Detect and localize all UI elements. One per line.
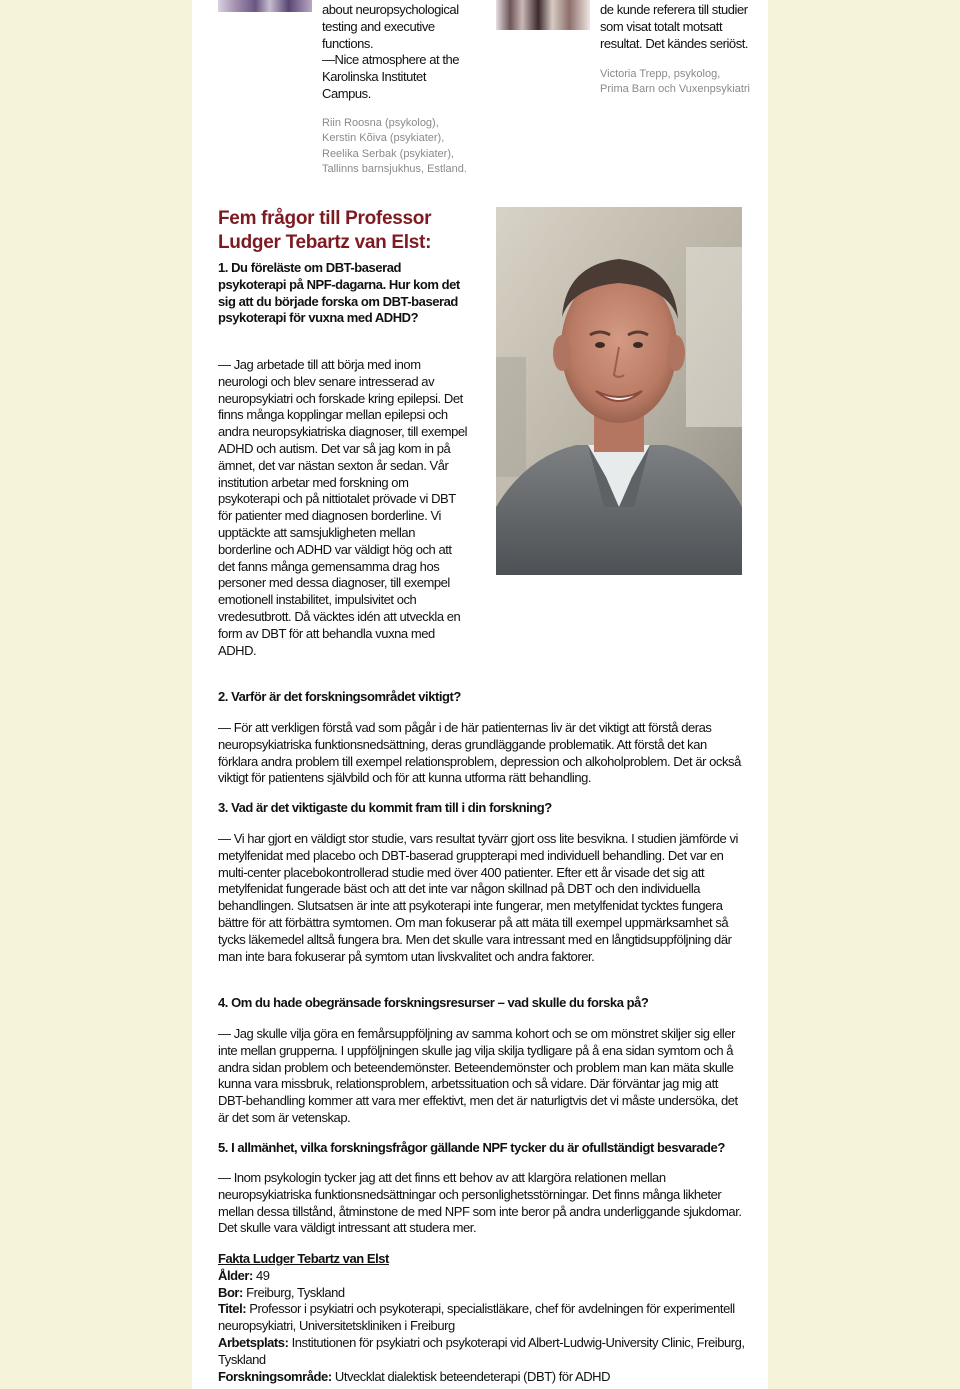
facts-box	[218, 1251, 748, 1385]
facts-field	[218, 1369, 748, 1386]
question-2: 2. Varför är det forskningsområdet viktigt?	[218, 689, 461, 704]
top-left-quote-2: —Nice atmosphere at the Karolinska Institutet Campus.	[322, 52, 460, 101]
top-left-quote: about neuropsychological testing and executive functions.	[322, 2, 459, 51]
top-right-caption: Victoria Trepp, psykolog, Prima Barn och Vuxenpsykiatri	[600, 68, 750, 96]
title-label: Titel:	[218, 1301, 247, 1317]
facts-workplace	[218, 1335, 748, 1369]
question-1: 1. Du föreläste om DBT-baserad psykoterapi på NPF-dagarna. Hur kom det sig att du började forska om DBT-baserad psykoterapi för vuxna med ADHD?	[218, 260, 460, 326]
answer-3: — Vi har gjort en väldigt stor studie, vars resultat tyvärr gjort oss lite besvikna. I studien jämförde vi metylfenidat med placebo och DBT-baserad gruppterapi med individuell behandling. Det var en multi-center placebokontrollerad studie med över 400 patienter. Efter ett år visade det sig att metylfenidat fungerade bäst och att det inte var någon skillnad på DBT och den individuella behandlingen. Slutsatsen är inte att psykoterapi inte fungerar, men metylfenidat tycktes fungera bättre för att förbättra symtomen. Om man fokuserar på att mäta till exempel uppmärksamhet så tycks läkemedel alltså fungera bra. Men det skulle vara intressant med en långtidsuppföljning där man inte bara fokuserar på symtom utan livskvalitet och andra faktorer.	[218, 831, 738, 964]
professor-portrait-photo	[496, 207, 742, 575]
workplace-value: Institutionen för psykiatri och psykoterapi vid Albert-Ludwig-University Clinic, Freiburg, Tyskland	[218, 1334, 745, 1367]
question-4: 4. Om du hade obegränsade forskningsresurser – vad skulle du forska på?	[218, 995, 649, 1010]
home-label: Bor:	[218, 1284, 243, 1300]
answer-5: — Inom psykologin tycker jag att det finns ett behov av att klargöra relationen mellan neuropsykiatriska funktionsnedsättningar och personlighetsstörningar. Det finns många likheter mellan dessa tillstånd, åtminstone de med NPF som inte beror på andra underliggande sjukdomar. Det skulle vara väldigt intressant att studera mer.	[218, 1170, 742, 1236]
field-value: Utvecklat dialektisk beteendeterapi (DBT) för ADHD	[331, 1368, 611, 1384]
home-value: Freiburg, Tyskland	[242, 1284, 345, 1300]
facts-age	[218, 1268, 748, 1285]
portrait-thumbnail	[496, 0, 590, 30]
workplace-label: Arbetsplats:	[218, 1334, 289, 1350]
answer-2: — För att verkligen förstå vad som pågår i de här patienternas liv är det viktigt att förstå deras neuropsykiatriska funktionsnedsättning, deras grundläggande problematik. Att förstå det kan förklara andra problem till exempel relationsproblem, depression och alkoholproblem. Det är också viktigt för patientens självbild och för att kunna utforma rätt behandling.	[218, 720, 741, 786]
answer-4: — Jag skulle vilja göra en femårsuppföljning av samma kohort och se om mönstret skiljer sig eller inte mellan grupperna. I uppföljningen skulle jag vilja skilja tydligare på å ena sidan symtom och å andra sidan problem och beteendemönster. Beteendemönster och problem man kan mäta skulle kunna vara missbruk, relationsproblem, arbetssituation och så vidare. Där förväntar jag mig att DBT-behandling kommer att vara mer effektivt, men det är naturligtvis det vi måste undersöka, det är det som är vetenskap.	[218, 1026, 738, 1125]
question-5: 5. I allmänhet, vilka forskningsfrågor gällande NPF tycker du är ofullständigt besvarade?	[218, 1140, 725, 1155]
facts-heading: Fakta Ludger Tebartz van Elst	[218, 1251, 389, 1266]
interview-heading: Fem frågor till Professor Ludger Tebartz van Elst:	[218, 208, 432, 253]
age-label: Ålder:	[218, 1267, 253, 1283]
field-label: Forskningsområde:	[218, 1368, 332, 1384]
group-photo-thumbnail	[218, 0, 312, 12]
top-right-quote: de kunde referera till studier som visat totalt motsatt resultat. Det kändes seriöst.	[600, 2, 749, 51]
question-3: 3. Vad är det viktigaste du kommit fram till i din forskning?	[218, 800, 552, 815]
title-value: Professor i psykiatri och psykoterapi, specialistläkare, chef för avdelningen för experimentell neuropsykiatri, Universitetskliniken i Freiburg	[218, 1301, 735, 1334]
facts-home	[218, 1285, 748, 1302]
age-value: 49	[252, 1267, 270, 1283]
top-left-caption: Riin Roosna (psykolog), Kerstin Kõiva (psykiater), Reelika Serbak (psykiater), Tallinns barnsjukhus, Estland.	[322, 117, 467, 176]
facts-title	[218, 1301, 748, 1335]
answer-1: — Jag arbetade till att börja med inom neurologi och blev senare intresserad av neuropsykiatri och forskade kring epilepsi. Det finns många kopplingar mellan epilepsi och andra neuropsykiatriska diagnoser, till exempel ADHD och autism. Det var så jag kom in på ämnet, det var nästan sexton år sedan. Vår institution arbetar med forskning om psykoterapi och på nittiotalet prövade vi DBT för patienter med diagnosen borderline. Vi upptäckte att samsjukligheten mellan borderline och ADHD var väldigt hög och att det fanns många gemensamma drag hos personer med dessa diagnoser, till exempel emotionell instabilitet, impulsivitet och vredesutbrott. Då väcktes idén att utveckla en form av DBT för att behandla vuxna med ADHD.	[218, 357, 468, 658]
